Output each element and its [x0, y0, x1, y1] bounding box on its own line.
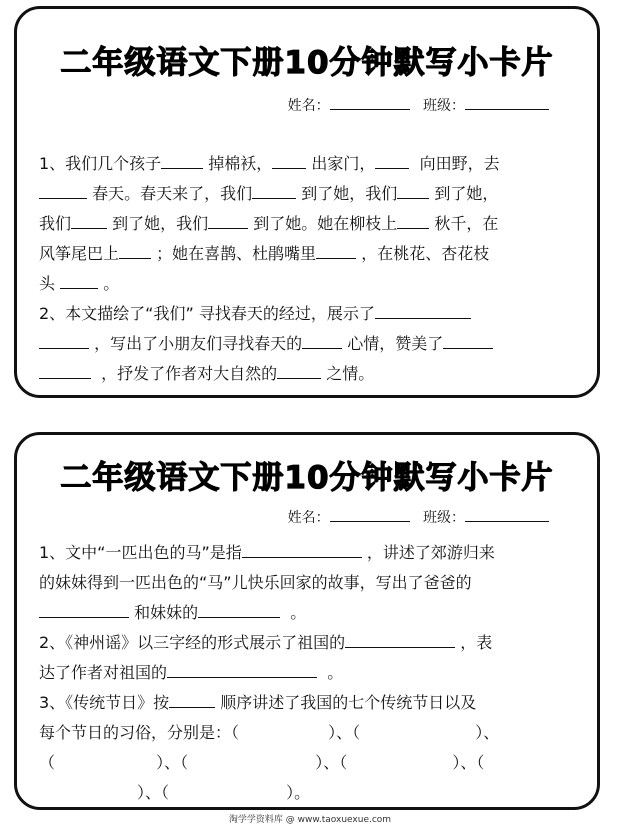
card-title: 二年级语文下册10分钟默写小卡片: [60, 460, 554, 496]
text-line: 1、文中“一匹出色的马”是指 ，讲述了郊游归来: [39, 543, 495, 562]
dictation-card-2: [14, 432, 600, 810]
blank[interactable]: [167, 665, 317, 678]
blank[interactable]: [397, 216, 429, 229]
blank[interactable]: [252, 186, 296, 199]
blank[interactable]: [277, 366, 321, 379]
class-blank[interactable]: [465, 97, 549, 110]
blank[interactable]: [39, 605, 129, 618]
blank[interactable]: [397, 186, 429, 199]
text-line: 春天。春天来了，我们 到了她，我们 到了她，: [39, 179, 579, 209]
text-line: 1、我们几个孩子 掉棉袄， 出家门， 向田野，去: [39, 154, 500, 173]
blank[interactable]: [39, 366, 91, 379]
text-line: （ ）、（ ）、（ ）、（: [39, 753, 485, 772]
blank[interactable]: [302, 336, 342, 349]
blank[interactable]: [169, 695, 215, 708]
blank[interactable]: [208, 216, 248, 229]
blank[interactable]: [242, 545, 362, 558]
name-label: 姓名：: [287, 510, 330, 526]
text-line: 2、本文描绘了“我们” 寻找春天的经过，展示了: [39, 299, 579, 329]
text-line: 头 。: [39, 274, 120, 293]
name-blank[interactable]: [330, 97, 410, 110]
blank[interactable]: [316, 246, 356, 259]
footer-watermark: 淘学学资料库 @ www.taoxuexue.com: [228, 815, 392, 825]
text-line: 2、《神州谣》以三字经的形式展示了祖国的 ，表: [39, 633, 493, 652]
class-label: 班级：: [423, 98, 465, 114]
text-line: 风筝尾巴上 ；她在喜鹊、杜鹃嘴里 ，在桃花、杏花枝: [39, 244, 490, 263]
blank[interactable]: [375, 306, 471, 319]
name-class-bar: [288, 95, 549, 115]
blank[interactable]: [119, 246, 151, 259]
text-line: 和妹妹的 。: [39, 598, 579, 628]
blank[interactable]: [39, 336, 89, 349]
name-blank[interactable]: [330, 509, 410, 522]
class-label: 班级：: [423, 510, 465, 526]
text-line: 达了作者对祖国的 。: [39, 663, 344, 682]
text-line: ）、（ ）。: [137, 783, 311, 802]
blank[interactable]: [198, 605, 280, 618]
blank[interactable]: [71, 216, 107, 229]
class-blank[interactable]: [465, 509, 549, 522]
blank[interactable]: [375, 156, 409, 169]
text-line: 每个节日的习俗，分别是：（ ）、（ ）、: [39, 723, 500, 742]
dictation-card-1: [14, 6, 600, 398]
blank[interactable]: [60, 276, 98, 289]
text-line: 3、《传统节日》按 顺序讲述了我国的七个传统节日以及: [39, 693, 477, 712]
blank[interactable]: [39, 186, 87, 199]
blank[interactable]: [272, 156, 306, 169]
blank[interactable]: [443, 336, 493, 349]
name-class-bar: [288, 507, 549, 527]
card-body: [39, 149, 579, 389]
text-line: ，抒发了作者对大自然的 之情。: [39, 359, 579, 389]
blank[interactable]: [161, 156, 203, 169]
text-line: 的妹妹得到一匹出色的“马”儿快乐回家的故事，写出了爸爸的: [39, 573, 472, 592]
name-label: 姓名：: [287, 98, 330, 114]
text-line: 我们 到了她，我们 到了她。她在柳枝上 秋千，在: [39, 214, 499, 233]
card-body: [39, 538, 579, 808]
blank[interactable]: [345, 635, 455, 648]
text-line: ，写出了小朋友们寻找春天的 心情，赞美了: [39, 329, 579, 359]
card-title: 二年级语文下册10分钟默写小卡片: [60, 45, 554, 81]
